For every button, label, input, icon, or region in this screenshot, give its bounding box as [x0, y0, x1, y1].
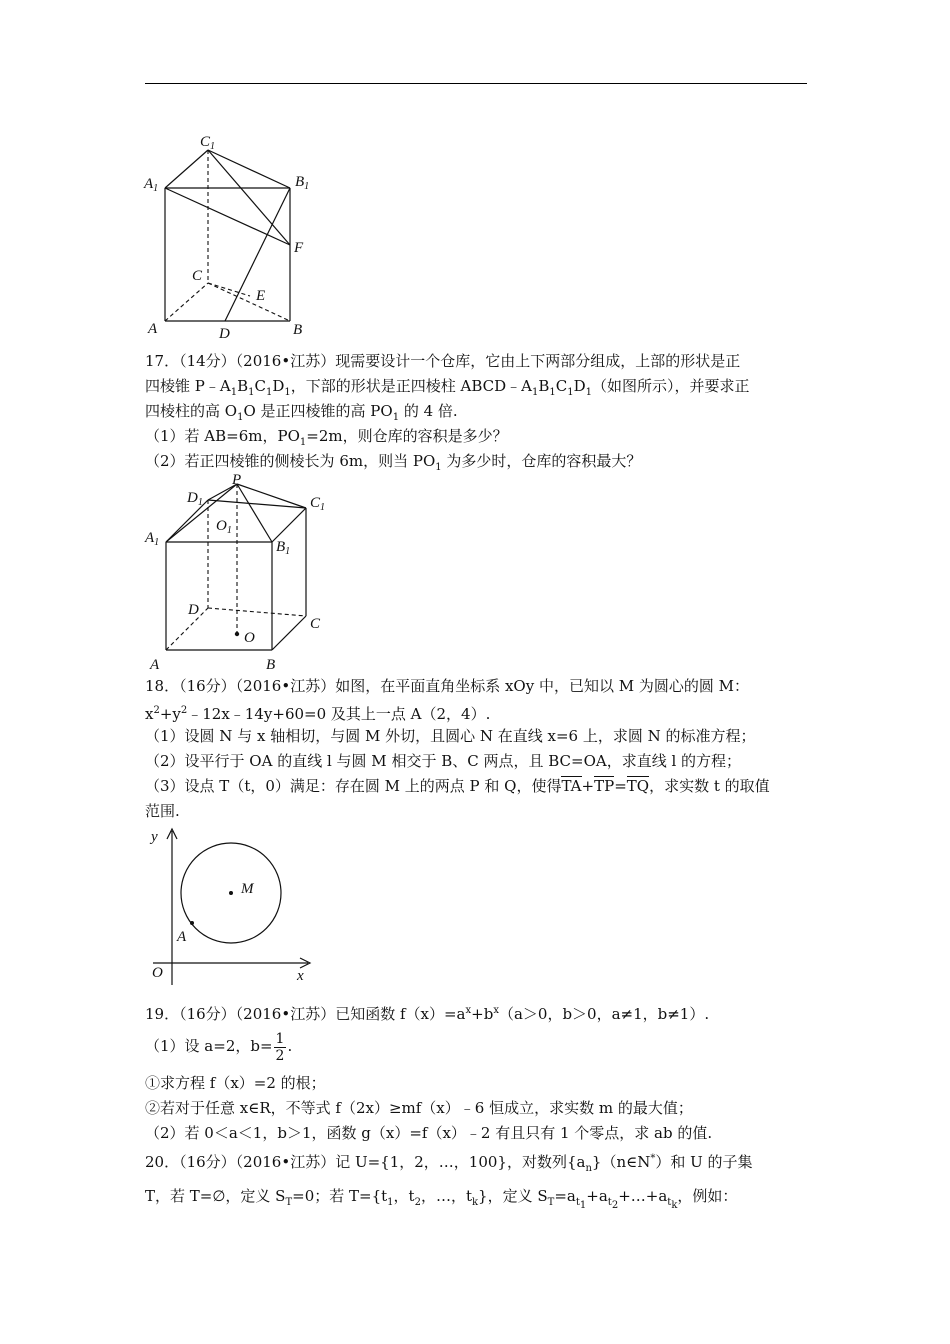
label-c-pyramid: C — [310, 616, 321, 632]
label-a1-pyramid: $A_1$ — [145, 530, 160, 548]
label-b-pyramid: B — [266, 657, 276, 673]
q17-line-4: （1）若 AB=6m，$PO_1=2m$，则仓库的容积是多少？ — [145, 427, 508, 448]
q18-line-3: （1）设圆 N 与 x 轴相切，与圆 M 外切，且圆心 N 在直线 x=6 上，求圆 N 的标准方程； — [145, 727, 756, 745]
label-b1: $B_1$ — [295, 174, 310, 192]
header-rule — [145, 83, 807, 84]
vector-tp: TP — [594, 777, 615, 795]
label-c1: $C_1$ — [200, 134, 216, 152]
q19-line-4: ②若对于任意 x∈R，不等式 f（2x）≥mf（x）﹣6 恒成立，求实数 m 的最大值； — [145, 1099, 693, 1117]
label-x-axis: x — [297, 968, 304, 984]
vector-tq: TQ — [626, 777, 650, 795]
label-a-point: A — [177, 929, 187, 945]
q17-line-1: 17．（14分）（2016•江苏）现需要设计一个仓库，它由上下两部分组成，上部的形状是正 — [145, 352, 741, 370]
q18-line-4: （2）设平行于 OA 的直线 l 与圆 M 相交于 B、C 两点，且 BC=OA，求直线 l 的方程； — [145, 752, 742, 770]
q17-line-3: 四棱柱的高 $O_1O$ 是正四棱锥的高 $PO_1$ 的 4 倍. — [145, 402, 458, 423]
label-a1: $A_1$ — [144, 176, 159, 194]
label-o-origin: O — [152, 965, 163, 981]
label-d: D — [219, 326, 230, 342]
label-o1: $O_1$ — [216, 518, 232, 536]
q18-line-5: （3）设点 T（t，0）满足：存在圆 M 上的两点 P 和 Q，使得TA+TP=TQ，求实数 t 的取值 — [145, 777, 770, 795]
label-o-pyramid: O — [244, 630, 255, 646]
term-a-t2: $a_{t_2}$ — [598, 1187, 619, 1211]
label-d-pyramid: D — [188, 602, 199, 618]
label-b1-pyramid: $B_1$ — [276, 539, 291, 557]
figure-pyramid-prism — [140, 472, 340, 674]
q18-line-1: 18．（16分）（2016•江苏）如图，在平面直角坐标系 xOy 中，已知以 M 为圆心的圆 M： — [145, 677, 749, 695]
fraction-one-half: $\frac{1}{2}$ — [275, 1030, 285, 1064]
label-m: M — [241, 881, 254, 897]
label-c1-pyramid: $C_1$ — [310, 495, 326, 513]
label-e: E — [256, 288, 266, 304]
q17-line-5: （2）若正四棱锥的侧棱长为 6m，则当 $PO_1$ 为多少时，仓库的容积最大？ — [145, 452, 642, 473]
figure-circle-axes — [145, 825, 315, 990]
q19-line-2: （1）设 a=2，b= $\frac{1}{2}$ . — [145, 1030, 293, 1064]
label-f: F — [294, 240, 304, 256]
q19-line-1: 19．（16分）（2016•江苏）已知函数 $f(x)=a^x+b^x(a>0$，b＞0，a≠1，b≠1）. — [145, 1005, 710, 1023]
vector-ta: TA — [561, 777, 582, 795]
label-a-pyramid: A — [150, 657, 160, 673]
label-c: C — [192, 268, 203, 284]
q19-line-3: ①求方程 f（x）=2 的根； — [145, 1074, 326, 1092]
figure-prism — [140, 128, 320, 343]
q20-line-1: 20．（16分）（2016•江苏）记 U={1，2，…，100}，对数列$\{a_n\}(n\in N^*)$和 U 的子集 — [145, 1153, 753, 1174]
label-b: B — [293, 322, 303, 338]
q17-line-2: 四棱锥 $P﹣A_1B_1C_1D_1$，下部的形状是正四棱柱 $ABCD﹣A_1B_1C_1D_1$（如图所示），并要求正 — [145, 377, 750, 398]
q19-line-5: （2）若 0＜a＜1，b＞1，函数 g（x）=f（x）﹣2 有且只有 1 个零点，求 ab 的值. — [145, 1124, 713, 1142]
q18-line-6: 范围. — [145, 802, 180, 820]
label-d1: $D_1$ — [187, 490, 203, 508]
label-a: A — [148, 321, 158, 337]
q20-line-2: T，若 T=∅，定义 $S_T=0$；若 $T=\{t_1$，$t_2$，…，$t_k$}，定义 $S_T=a_{t_1}+a_{t_2}+\dots+a_{t_k}$，例如： — [145, 1187, 738, 1211]
term-a-tk: $a_{t_k}$ — [658, 1187, 678, 1211]
label-y-axis: y — [151, 829, 158, 845]
label-p: P — [232, 472, 242, 488]
term-a-t1: $a_{t_1}$ — [566, 1187, 587, 1211]
q18-line-2: $x^2+y^2﹣12x﹣14y+60=0$ 及其上一点 A（2，4）. — [145, 705, 491, 723]
